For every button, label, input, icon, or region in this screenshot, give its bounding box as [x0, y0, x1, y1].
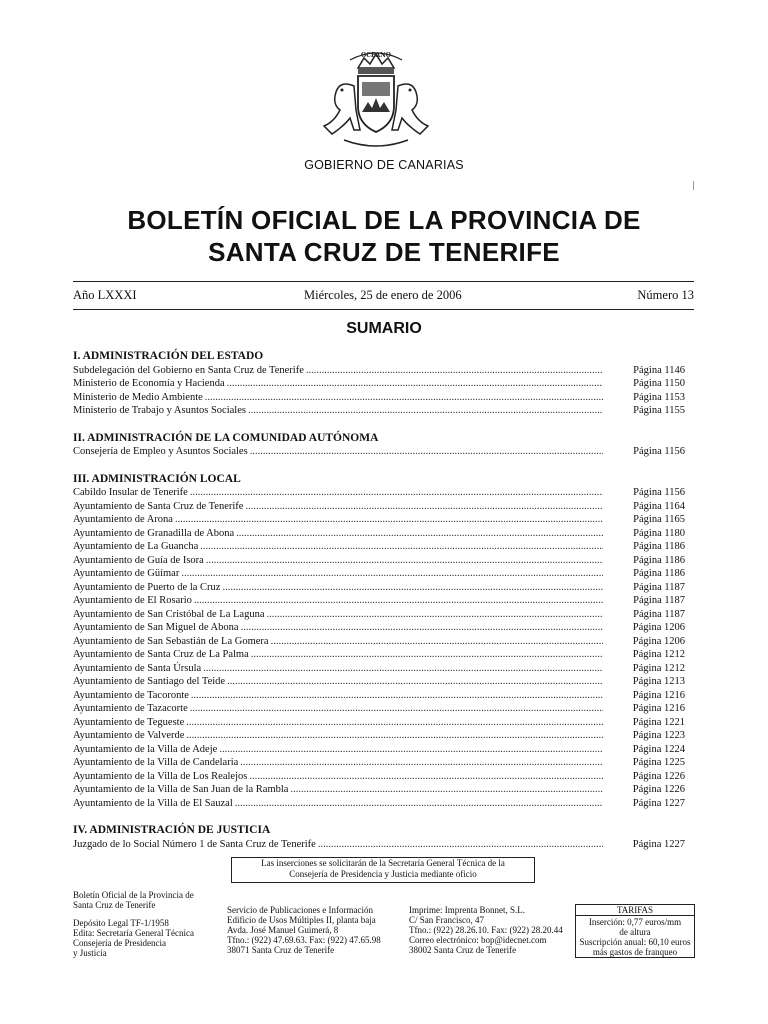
toc-entry: [73, 770, 685, 784]
entry-page: Página 1187: [633, 608, 685, 620]
entry-name: Ayuntamiento de la Villa de El Sauzal: [73, 797, 233, 809]
entry-name: Ministerio de Economía y Hacienda: [73, 378, 225, 389]
dot-leader: [248, 404, 603, 418]
insertion-notice: [231, 857, 535, 883]
footer-publications-service: [227, 905, 381, 955]
summary-title: SUMARIO: [346, 320, 422, 337]
entry-name: Ayuntamiento de Santa Cruz de La Palma: [73, 649, 249, 660]
toc-entry: [73, 662, 685, 676]
dot-leader: [181, 567, 603, 581]
toc-entry: [73, 716, 685, 730]
entry-name: Ayuntamiento de Santa Úrsula: [73, 662, 202, 674]
government-name: GOBIERNO DE CANARIAS: [304, 158, 464, 172]
toc-entry: [73, 581, 685, 595]
dot-leader: [219, 743, 603, 757]
dot-leader: [236, 527, 603, 541]
entry-name: Ayuntamiento de la Villa de Adeje: [73, 743, 218, 755]
toc-entry: [73, 540, 685, 554]
toc-entry: [73, 648, 685, 662]
entry-name: Ministerio de Trabajo y Asuntos Sociales: [73, 405, 246, 416]
entry-page: Página 1212: [632, 662, 685, 674]
dot-leader: [240, 756, 603, 770]
dot-leader: [190, 702, 603, 716]
toc-entry: [73, 729, 685, 743]
footer-text: Boletín Oficial de la Provincia de: [73, 890, 194, 900]
toc-entry: [73, 445, 685, 459]
entry-name: Consejería de Empleo y Asuntos Sociales: [73, 446, 248, 457]
entry-name: Ayuntamiento de Puerto de la Cruz: [73, 581, 221, 593]
toc-entry: [73, 594, 685, 608]
entry-page: Página 1186: [633, 541, 685, 552]
entry-page: Página 1221: [632, 716, 685, 728]
entry-page: Página 1225: [632, 757, 685, 768]
toc-entry: [73, 554, 685, 568]
entry-page: Página 1226: [632, 770, 685, 782]
crest-motto: OCEANO: [361, 52, 391, 59]
title-line-2: SANTA CRUZ DE TENERIFE: [208, 237, 560, 267]
title-line-1: BOLETÍN OFICIAL DE LA PROVINCIA DE: [127, 205, 641, 235]
entry-page: Página 1216: [632, 703, 685, 714]
footer-text: C/ San Francisco, 47: [409, 915, 484, 925]
toc-section: [73, 350, 685, 418]
entry-page: Página 1206: [632, 635, 685, 647]
toc-entry: [73, 527, 685, 541]
entry-name: Ayuntamiento de San Cristóbal de La Laguna: [73, 608, 265, 620]
entry-name: Ayuntamiento de la Villa de Los Realejos: [73, 770, 248, 782]
header-top-rule: [73, 281, 694, 282]
entry-page: Página 1186: [633, 554, 685, 566]
entry-name: Juzgado de lo Social Número 1 de Santa Cruz de Tenerife: [73, 838, 316, 850]
toc-entry: [73, 567, 685, 581]
entry-name: Ayuntamiento de El Rosario: [73, 595, 192, 606]
entry-page: Página 1153: [633, 391, 685, 403]
entry-page: Página 1156: [633, 446, 685, 457]
toc-entry: [73, 838, 685, 852]
toc-entry: [73, 702, 685, 716]
toc-entry: [73, 783, 685, 797]
toc-entry: [73, 675, 685, 689]
dot-leader: [205, 391, 603, 405]
toc-entry: [73, 391, 685, 405]
toc-entry: [73, 377, 685, 391]
toc-entry: [73, 621, 685, 635]
entry-page: Página 1155: [633, 405, 685, 416]
entry-name: Ministerio de Medio Ambiente: [73, 391, 203, 403]
coat-of-arms-icon: [314, 46, 438, 154]
tarifas-line: Inserción: 0,77 euros/mm: [588, 917, 682, 927]
issue-info: [73, 288, 694, 304]
dot-leader: [227, 675, 603, 689]
dot-leader: [194, 594, 603, 608]
margin-mark: [693, 181, 694, 190]
section-title: II. ADMINISTRACIÓN DE LA COMUNIDAD AUTÓNOMA: [73, 431, 379, 444]
tarifas-title: TARIFAS: [616, 905, 654, 915]
footer-publisher: [73, 890, 194, 958]
dot-leader: [222, 581, 603, 595]
section-title: IV. ADMINISTRACIÓN DE JUSTICIA: [73, 824, 271, 836]
dot-leader: [318, 838, 603, 852]
toc-entry: [73, 756, 685, 770]
issue-number: Número 13: [637, 288, 694, 302]
dot-leader: [290, 783, 603, 797]
toc-entry: [73, 635, 685, 649]
dot-leader: [267, 608, 604, 622]
section-title: III. ADMINISTRACIÓN LOCAL: [73, 472, 241, 485]
tarifas-line: Suscripción anual: 60,10 euros: [579, 937, 691, 947]
entry-page: Página 1156: [633, 487, 685, 498]
footer-printer: [409, 905, 563, 955]
table-of-contents: [73, 350, 685, 851]
footer-text: Imprime: Imprenta Bonnet, S.L.: [409, 905, 525, 915]
entry-name: Ayuntamiento de Tegueste: [73, 716, 185, 728]
dot-leader: [186, 729, 603, 743]
entry-page: Página 1164: [633, 500, 685, 512]
dot-leader: [191, 689, 603, 703]
toc-entry: [73, 364, 685, 378]
toc-entry: [73, 797, 685, 811]
dot-leader: [306, 364, 603, 378]
toc-entry: [73, 486, 685, 500]
dot-leader: [249, 770, 603, 784]
entry-page: Página 1223: [632, 730, 685, 741]
toc-section: [73, 432, 685, 459]
dot-leader: [200, 540, 603, 554]
dot-leader: [250, 445, 603, 459]
tarifas-line: más gastos de franqueo: [592, 947, 678, 957]
entry-name: Cabildo Insular de Tenerife: [73, 487, 188, 498]
entry-name: Ayuntamiento de Granadilla de Abona: [73, 527, 235, 539]
entry-name: Subdelegación del Gobierno en Santa Cruz de Tenerife: [73, 364, 304, 376]
entry-page: Página 1187: [633, 595, 685, 606]
entry-name: Ayuntamiento de San Sebastián de La Gomera: [73, 635, 269, 647]
footer-text: 38071 Santa Cruz de Tenerife: [227, 945, 335, 955]
dot-leader: [245, 500, 603, 514]
footer-text: Edita: Secretaría General Técnica: [73, 928, 195, 938]
dot-leader: [235, 797, 603, 811]
entry-name: Ayuntamiento de Valverde: [73, 730, 185, 741]
entry-name: Ayuntamiento de Arona: [73, 514, 173, 525]
footer-text: Avda. José Manuel Guimerá, 8: [227, 925, 339, 935]
tarifas-box: [575, 904, 695, 958]
dot-leader: [203, 662, 603, 676]
entry-page: Página 1206: [632, 622, 685, 633]
footer-text: Tfno.: (922) 28.26.10. Fax: (922) 28.20.44: [409, 925, 563, 935]
entry-page: Página 1146: [633, 364, 685, 376]
dot-leader: [190, 486, 603, 500]
tarifas-line: de altura: [619, 927, 651, 937]
entry-page: Página 1227: [632, 838, 685, 850]
entry-name: Ayuntamiento de Tacoronte: [73, 689, 189, 701]
toc-section: [73, 824, 685, 851]
dot-leader: [206, 554, 603, 568]
toc-entry: [73, 608, 685, 622]
section-title: I. ADMINISTRACIÓN DEL ESTADO: [73, 350, 264, 362]
entry-page: Página 1186: [633, 568, 685, 579]
issue-date: Miércoles, 25 de enero de 2006: [304, 288, 462, 302]
toc-entry: [73, 513, 685, 527]
toc-entry: [73, 500, 685, 514]
footer-text: Edificio de Usos Múltiples II, planta baja: [227, 915, 376, 925]
entry-page: Página 1224: [632, 743, 685, 755]
entry-name: Ayuntamiento de Güímar: [73, 568, 180, 579]
toc-entry: [73, 689, 685, 703]
bulletin-title: [0, 204, 768, 268]
entry-page: Página 1213: [632, 676, 685, 687]
dot-leader: [227, 377, 603, 391]
toc-entry: [73, 743, 685, 757]
entry-name: Ayuntamiento de Santa Cruz de Tenerife: [73, 500, 244, 512]
footer-text: Consejería de Presidencia: [73, 938, 166, 948]
dot-leader: [271, 635, 603, 649]
toc-section: [73, 473, 685, 811]
entry-page: Página 1150: [633, 378, 685, 389]
entry-name: Ayuntamiento de Tazacorte: [73, 703, 188, 714]
entry-page: Página 1187: [633, 581, 685, 593]
toc-entry: [73, 404, 685, 418]
footer-text: Servicio de Publicaciones e Información: [227, 905, 373, 915]
entry-name: Ayuntamiento de La Guancha: [73, 541, 199, 552]
entry-page: Página 1180: [633, 527, 685, 539]
header-bottom-rule: [73, 309, 694, 310]
footer-text: Correo electrónico: bop@idecnet.com: [409, 935, 547, 945]
entry-name: Ayuntamiento de la Villa de San Juan de la Rambla: [73, 784, 289, 795]
notice-line-2: Consejería de Presidencia y Justicia mediante oficio: [289, 869, 477, 879]
entry-page: Página 1216: [632, 689, 685, 701]
entry-name: Ayuntamiento de la Villa de Candelaria: [73, 757, 239, 768]
entry-page: Página 1165: [633, 514, 685, 525]
footer-text: 38002 Santa Cruz de Tenerife: [409, 945, 517, 955]
footer-text: Santa Cruz de Tenerife: [73, 900, 156, 910]
footer-text: Depósito Legal TF-1/1958: [73, 918, 169, 928]
footer-text: y Justicia: [73, 948, 107, 958]
entry-page: Página 1212: [632, 649, 685, 660]
dot-leader: [241, 621, 603, 635]
entry-name: Ayuntamiento de Santiago del Teide: [73, 676, 226, 687]
entry-name: Ayuntamiento de Guía de Isora: [73, 554, 204, 566]
dot-leader: [251, 648, 603, 662]
notice-line-1: Las inserciones se solicitarán de la Secretaría General Técnica de la: [261, 858, 505, 868]
footer-text: Tfno.: (922) 47.69.63. Fax: (922) 47.65.98: [227, 935, 381, 945]
issue-year: Año LXXXI: [73, 288, 137, 302]
entry-page: Página 1226: [632, 784, 685, 795]
entry-name: Ayuntamiento de San Miguel de Abona: [73, 622, 239, 633]
entry-page: Página 1227: [632, 797, 685, 809]
dot-leader: [186, 716, 603, 730]
dot-leader: [175, 513, 603, 527]
